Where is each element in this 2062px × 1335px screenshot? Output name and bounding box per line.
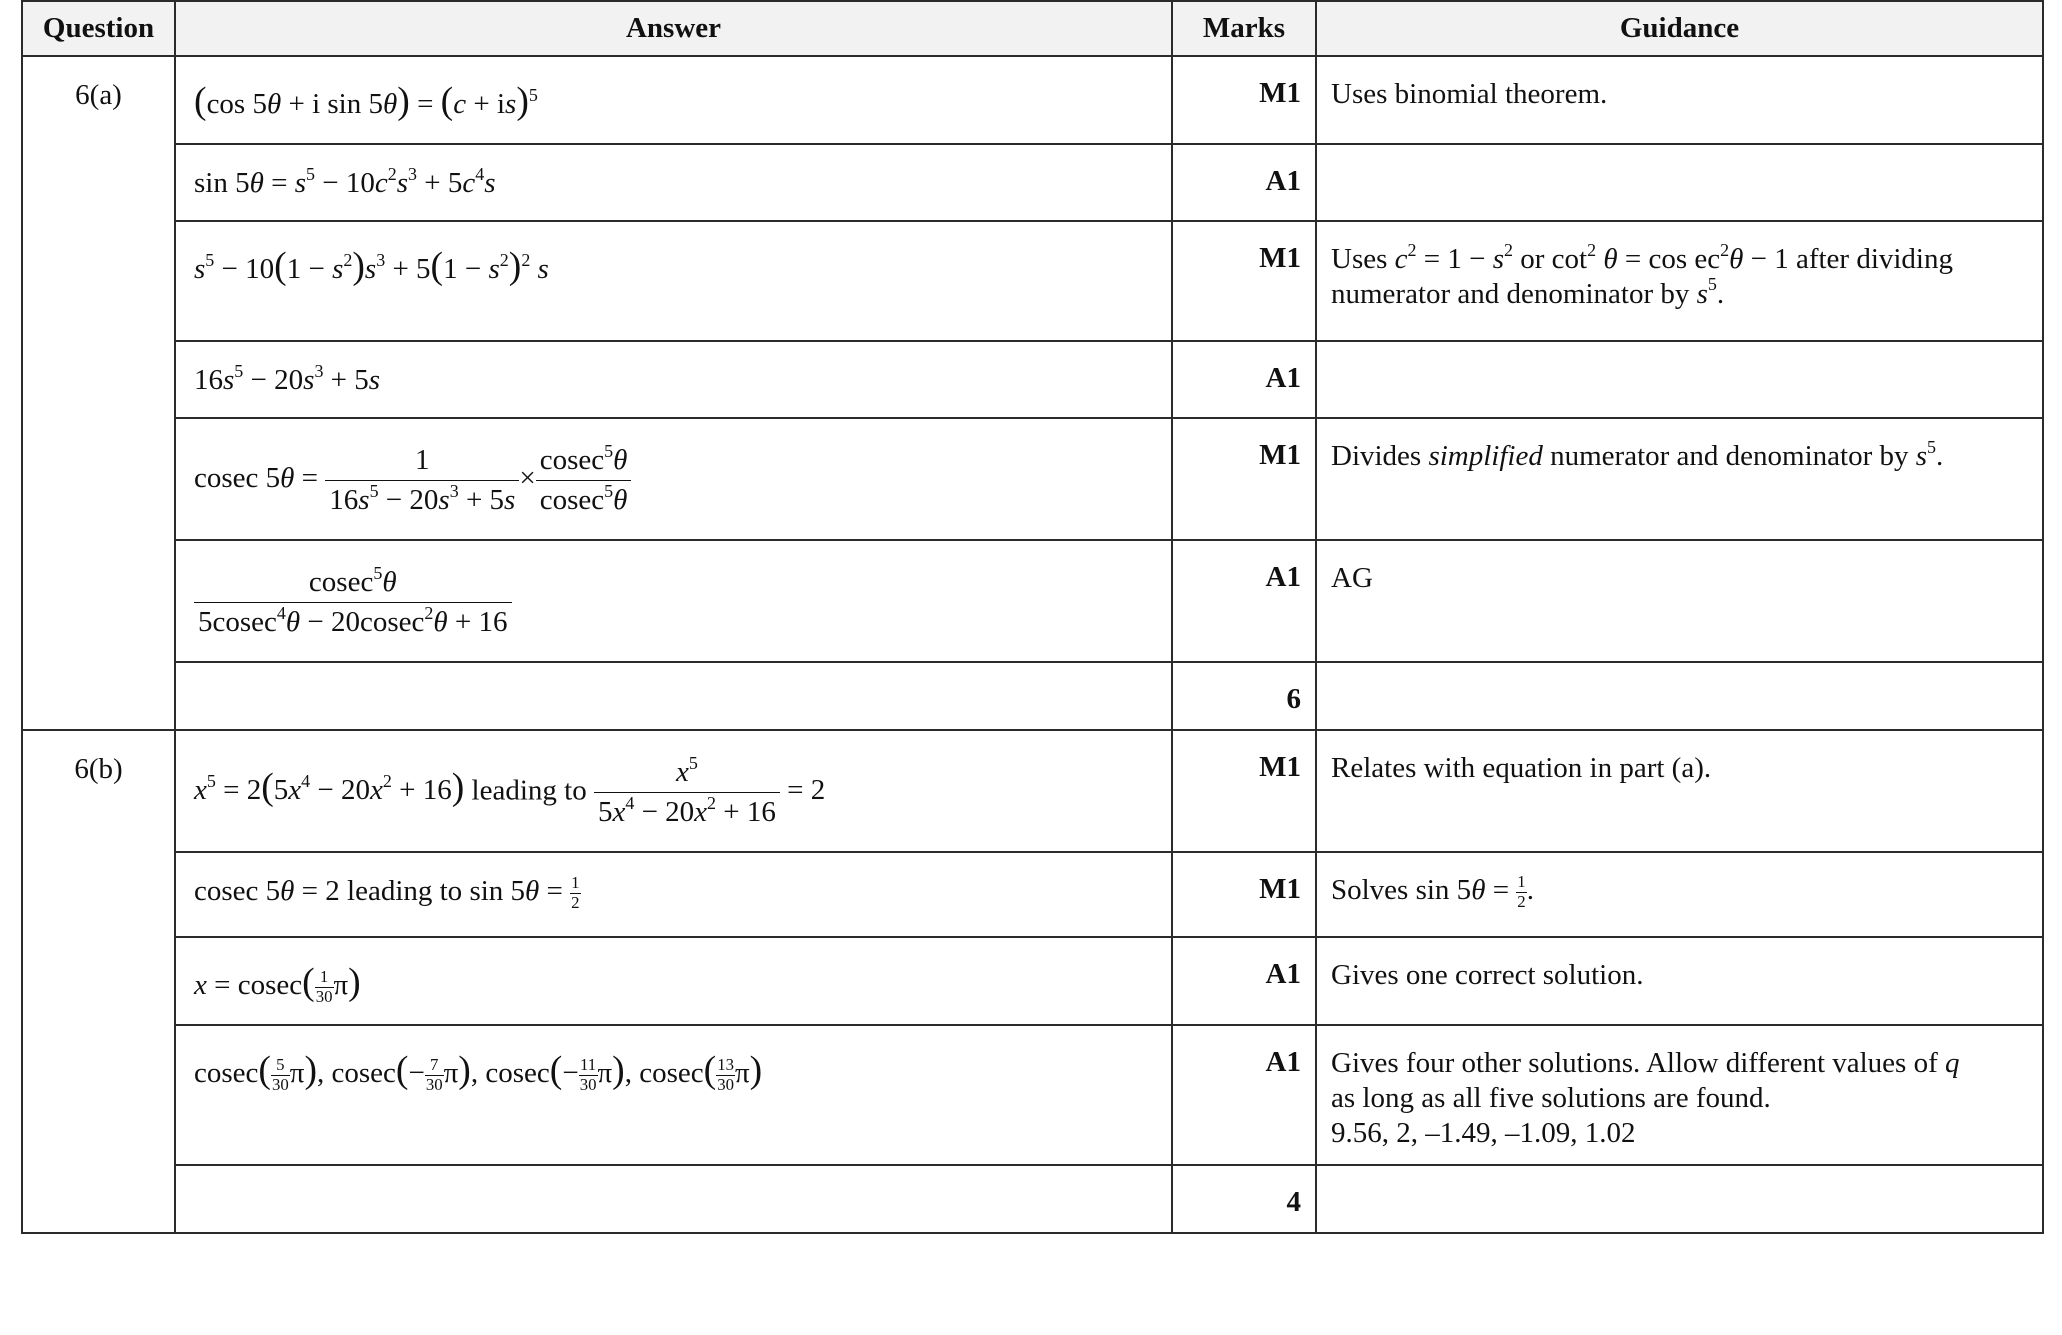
- math-expression: $\frac{x^5}{5x^4 - 20x^2 + 16}$ = 2: [594, 774, 825, 806]
- guidance-cell: [1316, 1025, 2043, 1165]
- answer-cell: [175, 662, 1172, 730]
- math-expression: $c^2 = 1 - s^2$: [1394, 239, 1513, 275]
- answer-cell: [175, 937, 1172, 1025]
- math-expression: $s^5$.: [1696, 274, 1725, 310]
- math-expression: sin 5θ = $\frac{1}{2}$ .: [1415, 872, 1534, 911]
- question-label-6a: 6(a): [22, 56, 175, 730]
- answer-cell: [175, 144, 1172, 221]
- guidance-cell: [1316, 341, 2043, 418]
- answer-cell: [175, 1165, 1172, 1233]
- table-row: [22, 144, 2043, 221]
- guidance-text: Gives four other solutions. Allow different values of: [1331, 1047, 1938, 1079]
- guidance-cell: Uses binomial theorem.: [1316, 56, 2043, 144]
- math-expression: $s^5$.: [1915, 436, 1944, 472]
- mark-cell: A1: [1172, 1025, 1316, 1165]
- guidance-text: numerator and denominator by: [1550, 440, 1909, 472]
- guidance-cell: [1316, 662, 2043, 730]
- guidance-text: Divides: [1331, 440, 1422, 472]
- math-expression: $\frac{cosec^5\theta}{5cosec^4\theta - 20cosec^2\theta + 16}$: [194, 584, 512, 616]
- guidance-cell: [1316, 1165, 2043, 1233]
- math-expression: cosec 5θ = $\frac{1}{16s^5 - 20s^3 + 5s}$ × $\frac{cosec^5\theta}{cosec^5\theta}$: [194, 462, 631, 494]
- answer-cell: [175, 730, 1172, 852]
- guidance-variable: q: [1945, 1047, 1960, 1079]
- math-expression: (cos 5θ + i sin 5θ) = (c + is)$^5$: [194, 80, 538, 122]
- table-row: [22, 937, 2043, 1025]
- math-expression: x = cosec( $\frac{1}{30}$ π): [194, 961, 361, 1006]
- mark-cell: M1: [1172, 418, 1316, 540]
- answer-cell: [175, 1025, 1172, 1165]
- guidance-text: as long as all five solutions are found.: [1331, 1081, 1771, 1114]
- guidance-cell: Gives one correct solution.: [1316, 937, 2043, 1025]
- guidance-cell: [1316, 418, 2043, 540]
- math-expression: $\cot^2 \theta = \cos ec^2\theta - 1$: [1551, 239, 1789, 275]
- table-row: [22, 730, 2043, 852]
- answer-cell: [175, 852, 1172, 937]
- math-expression: sin 5θ = $\frac{1}{2}$: [469, 873, 580, 912]
- guidance-text: or: [1520, 243, 1545, 275]
- table-row: [22, 341, 2043, 418]
- mark-cell: M1: [1172, 730, 1316, 852]
- answer-cell: [175, 221, 1172, 341]
- header-marks: Marks: [1172, 1, 1316, 56]
- question-label-6b: 6(b): [22, 730, 175, 1233]
- math-expression: cosec 5θ = 2: [194, 875, 340, 907]
- mark-cell: M1: [1172, 56, 1316, 144]
- guidance-cell: AG: [1316, 540, 2043, 662]
- mark-cell: A1: [1172, 937, 1316, 1025]
- guidance-cell: Relates with equation in part (a).: [1316, 730, 2043, 852]
- header-question: Question: [22, 1, 175, 56]
- table-row: [22, 56, 2043, 144]
- guidance-text: Solves: [1331, 874, 1409, 906]
- guidance-cell: [1316, 144, 2043, 221]
- guidance-cell: [1316, 852, 2043, 937]
- guidance-emphasis: simplified: [1428, 440, 1543, 472]
- answer-cell: [175, 418, 1172, 540]
- math-expression: $x^5 = 2(5x^4 - 20x^2 + 16)$: [194, 766, 465, 809]
- guidance-values: 9.56, 2, –1.49, –1.09, 1.02: [1331, 1116, 1636, 1149]
- math-expression: cosec( $\frac{5}{30}$ π), cosec(− $\frac{7}{30}$ π), cosec(− $\frac{11}{30}$ π), cosec( $\frac{13}{30}$ π): [194, 1049, 763, 1094]
- mark-cell: A1: [1172, 144, 1316, 221]
- mark-scheme-table: [21, 0, 2044, 1234]
- mark-cell: A1: [1172, 540, 1316, 662]
- mark-total: 6: [1172, 662, 1316, 730]
- table-row: [22, 540, 2043, 662]
- math-expression: $s^5 - 10(1 - s^2)s^3 + 5(1 - s^2)^2$ s: [194, 245, 549, 287]
- guidance-text: after dividing: [1795, 243, 1953, 275]
- mark-total: 4: [1172, 1165, 1316, 1233]
- answer-cell: [175, 341, 1172, 418]
- table-row: [22, 221, 2043, 341]
- answer-text: leading to: [347, 875, 463, 907]
- guidance-text: Uses: [1331, 243, 1388, 275]
- mark-cell: A1: [1172, 341, 1316, 418]
- table-row: [22, 1025, 2043, 1165]
- table-row: [22, 1165, 2043, 1233]
- mark-cell: M1: [1172, 852, 1316, 937]
- header-answer: Answer: [175, 1, 1172, 56]
- math-expression: $16s^5 - 20s^3 + 5s$: [194, 360, 381, 396]
- mark-cell: M1: [1172, 221, 1316, 341]
- guidance-cell: [1316, 221, 2043, 341]
- table-row: [22, 852, 2043, 937]
- guidance-text: numerator and denominator by: [1331, 277, 1690, 310]
- table-row: [22, 662, 2043, 730]
- answer-cell: [175, 56, 1172, 144]
- answer-cell: [175, 540, 1172, 662]
- header-guidance: Guidance: [1316, 1, 2043, 56]
- header-row: [22, 1, 2043, 56]
- table-row: [22, 418, 2043, 540]
- math-expression: $\sin 5\theta = s^5 - 10c^2s^3 + 5c^4s$: [194, 163, 496, 199]
- answer-text: leading to: [471, 774, 587, 807]
